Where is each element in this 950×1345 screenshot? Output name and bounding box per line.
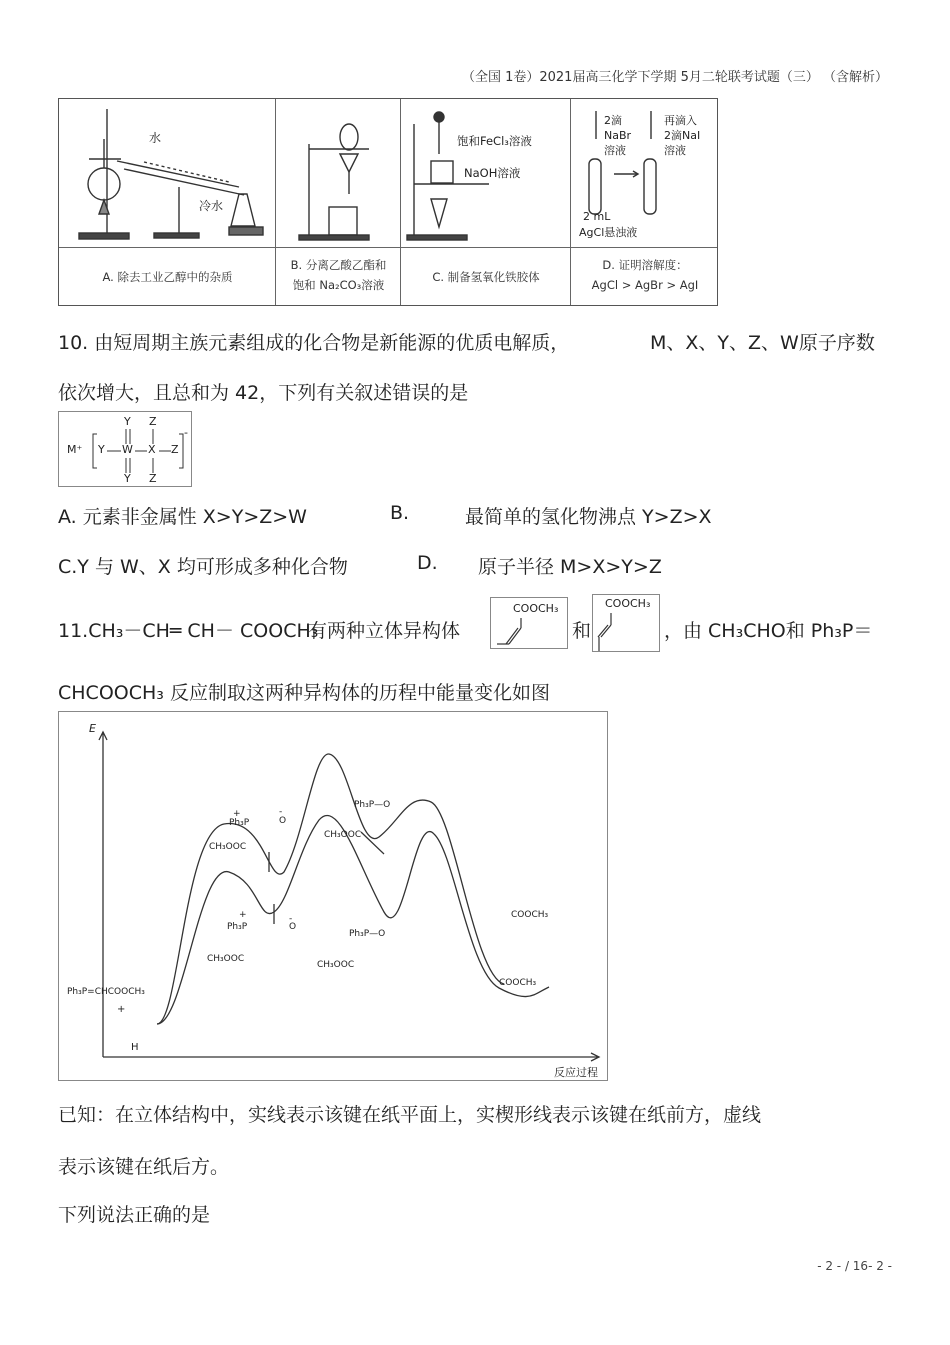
ts2-ester: CH₃OOC xyxy=(324,830,362,840)
q10-line2: 依次增大，且总和为 42，下列有关叙述错误的是 xyxy=(58,382,469,404)
q11-line1-a: 11.CH₃－CH═ CH－ COOCH₃ xyxy=(58,620,319,642)
q10-structure xyxy=(58,411,192,487)
ts1-o: O xyxy=(279,816,287,826)
product-cis: COOCH₃ xyxy=(511,910,549,920)
struct-z-bottom: Z xyxy=(149,472,157,485)
reactant-plus: + xyxy=(117,1004,126,1015)
q10-line1: 10. 由短周期主族元素组成的化合物是新能源的优质电解质， xyxy=(58,332,570,354)
apparatus-table xyxy=(58,98,718,306)
q11-line1-c: ，由 CH₃CHO和 Ph₃P＝ xyxy=(664,620,873,642)
struct-charge: - xyxy=(184,426,188,439)
struct-y-top: Y xyxy=(124,415,131,428)
reactant-ylide: Ph₃P=CHCOOCH₃ xyxy=(67,987,145,997)
ts1-minus: - xyxy=(279,807,283,817)
q10-line1b: M、X、Y、Z、W原子序数 xyxy=(650,332,875,354)
int1-ester: CH₃OOC xyxy=(207,954,245,964)
q11-known-1: 已知：在立体结构中，实线表示该键在纸平面上，实楔形线表示该键在纸前方，虚线 xyxy=(58,1104,762,1126)
int1-plus: + xyxy=(239,910,247,920)
label-water: 水 xyxy=(149,131,162,145)
caption-d-2: AgCl > AgBr > AgI xyxy=(591,278,699,292)
label-nabr-2: NaBr xyxy=(604,129,632,142)
struct-x: X xyxy=(148,443,156,456)
isomer-trans-bonds xyxy=(593,595,661,653)
label-fecl3: 饱和FeCl₃溶液 xyxy=(457,134,532,148)
page-header: （全国 1卷）2021届高三化学下学期 5月二轮联考试题（三） （含解析） xyxy=(461,70,888,85)
label-cold-water: 冷水 xyxy=(199,199,224,213)
isomer-cis-label: COOCH₃ xyxy=(513,602,559,615)
label-nabr xyxy=(604,113,631,158)
q10-option-b-text: 最简单的氢化物沸点 Y>Z>X xyxy=(465,506,712,528)
label-nai-2: 2滴NaI xyxy=(664,129,701,142)
label-nai-3: 溶液 xyxy=(664,144,686,157)
struct-m: M⁺ xyxy=(67,443,83,456)
curve-upper xyxy=(157,754,504,1024)
caption-b-1: B. 分离乙酸乙酯和 xyxy=(290,258,387,272)
label-nabr-1: 2滴 xyxy=(604,114,622,127)
caption-a: A. 除去工业乙醇中的杂质 xyxy=(102,270,233,284)
q11-line1-b: 有两种立体异构体 xyxy=(308,620,461,642)
isomer-trans xyxy=(592,594,660,652)
product-trans: COOCH₃ xyxy=(499,978,537,988)
ts2-ph3p-o: Ph₃P—O xyxy=(354,800,391,810)
ts1-ester: CH₃OOC xyxy=(209,842,247,852)
caption-d-1: D. 证明溶解度： xyxy=(602,258,688,272)
energy-curves xyxy=(59,712,609,1082)
isomer-cis-bonds xyxy=(491,598,569,650)
q10-option-a: A. 元素非金属性 X>Y>Z>W xyxy=(58,506,307,528)
ts1-ph3p: Ph₃P xyxy=(229,818,250,828)
y-axis-label: E xyxy=(89,722,96,735)
caption-d xyxy=(571,255,719,295)
caption-b-2: 饱和 Na₂CO₃溶液 xyxy=(292,278,385,292)
int2-ph3p-o: Ph₃P—O xyxy=(349,929,386,939)
struct-z-top: Z xyxy=(149,415,157,428)
label-naoh: NaOH溶液 xyxy=(464,166,521,180)
caption-b xyxy=(276,255,401,295)
label-agcl-2: AgCl悬浊液 xyxy=(579,226,638,239)
int1-ph3p: Ph₃P xyxy=(227,922,248,932)
struct-y-bottom: Y xyxy=(124,472,131,485)
label-nai xyxy=(664,113,700,158)
int1-o: O xyxy=(289,922,297,932)
label-agcl xyxy=(579,209,637,241)
int1-minus: - xyxy=(289,914,293,924)
energy-diagram xyxy=(58,711,608,1081)
isomer-cis xyxy=(490,597,568,649)
table-divider xyxy=(59,247,717,248)
q10-option-d: D. xyxy=(417,552,438,574)
label-agcl-1: 2 mL xyxy=(583,210,611,223)
q11-known-2: 表示该键在纸后方。 xyxy=(58,1156,230,1178)
page-footer: - 2 - / 16- 2 - xyxy=(817,1259,892,1273)
x-axis-label: 反应过程 xyxy=(554,1066,598,1079)
struct-w: W xyxy=(122,443,133,456)
q10-option-d-text: 原子半径 M>X>Y>Z xyxy=(478,556,662,578)
aldehyde-h: H xyxy=(131,1042,139,1053)
caption-c: C. 制备氢氧化铁胶体 xyxy=(432,270,540,284)
isomer-trans-label: COOCH₃ xyxy=(605,597,651,610)
struct-y-left: Y xyxy=(98,443,105,456)
q11-ask: 下列说法正确的是 xyxy=(58,1204,211,1226)
q10-option-b: B. xyxy=(390,502,410,524)
struct-z-right: Z xyxy=(171,443,179,456)
int2-ester: CH₃OOC xyxy=(317,960,355,970)
q11-line2: CHCOOCH₃ 反应制取这两种异构体的历程中能量变化如图 xyxy=(58,682,550,704)
label-nabr-3: 溶液 xyxy=(604,144,626,157)
q11-and: 和 xyxy=(572,620,592,642)
label-nai-1: 再滴入 xyxy=(664,114,697,127)
q10-option-c: C.Y 与 W、X 均可形成多种化合物 xyxy=(58,556,348,578)
ts1-plus: + xyxy=(233,809,241,819)
